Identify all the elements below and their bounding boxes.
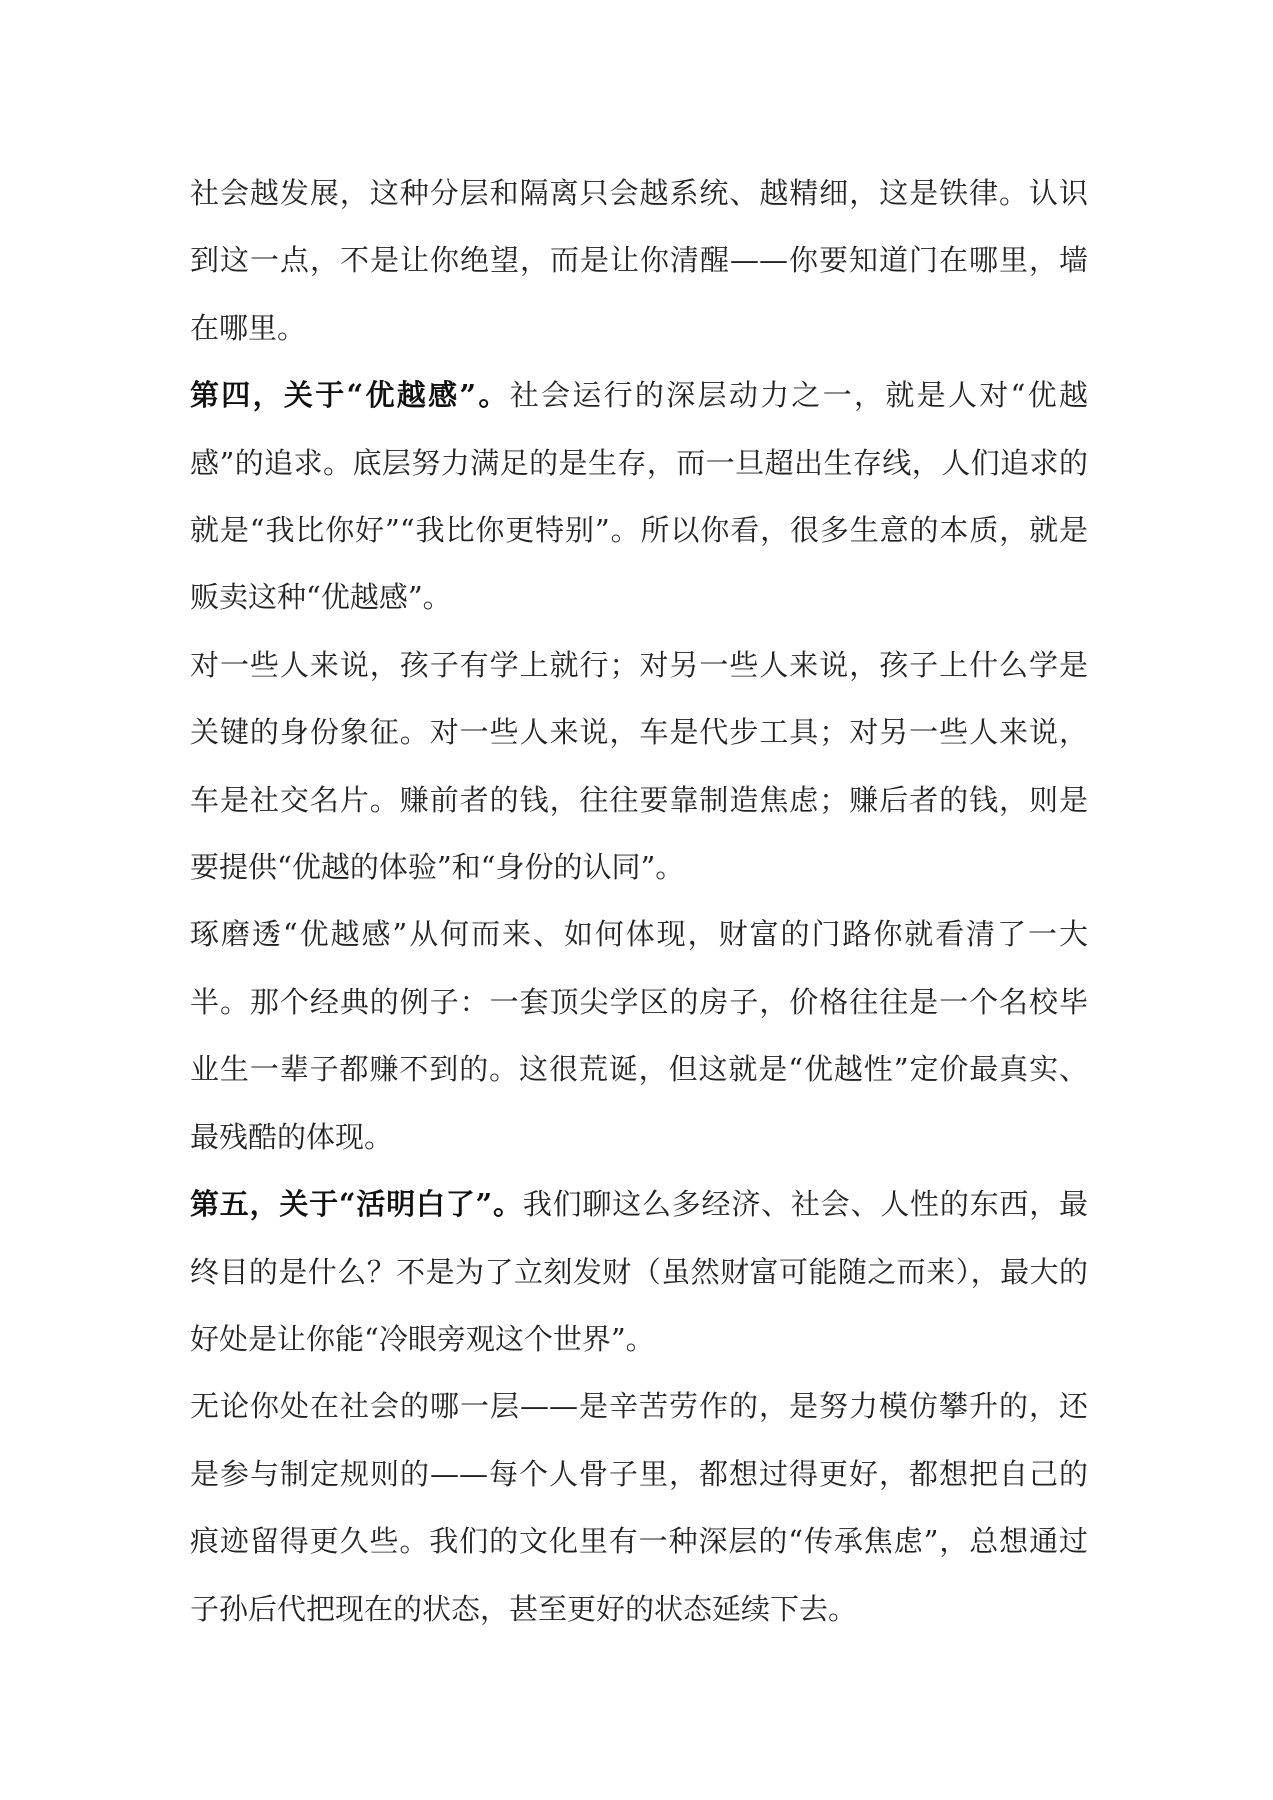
paragraph-6 <box>190 1373 1088 1643</box>
paragraph-3 <box>190 632 1088 902</box>
paragraph-4 <box>190 901 1088 1171</box>
document-page <box>190 160 1088 1643</box>
paragraph-1 <box>190 160 1088 362</box>
paragraph-text: 社会越发展，这种分层和隔离只会越系统、越精细，这是铁律。认识到这一点，不是让你绝望，而是让你清醒——你要知道门在哪里，墙在哪里。 <box>190 176 1088 345</box>
paragraph-heading: 第四，关于“优越感”。 <box>190 378 510 413</box>
paragraph-heading: 第五，关于“活明白了”。 <box>190 1187 523 1222</box>
paragraph-2 <box>190 362 1088 632</box>
paragraph-5 <box>190 1171 1088 1373</box>
paragraph-text: 社会运行的深层动力之一，就是人对“优越感”的追求。底层努力满足的是生存，而一旦超出生存线，人们追求的就是“我比你好”“我比你更特别”。所以你看，很多生意的本质，就是贩卖这种“优越感”。 <box>190 378 1088 615</box>
paragraph-text: 我们聊这么多经济、社会、人性的东西，最终目的是什么？不是为了立刻发财（虽然财富可能随之而来），最大的好处是让你能“冷眼旁观这个世界”。 <box>190 1187 1088 1356</box>
paragraph-text: 无论你处在社会的哪一层——是辛苦劳作的，是努力模仿攀升的，还是参与制定规则的——每个人骨子里，都想过得更好，都想把自己的痕迹留得更久些。我们的文化里有一种深层的“传承焦虑”，总想通过子孙后代把现在的状态，甚至更好的状态延续下去。 <box>190 1389 1088 1626</box>
paragraph-text: 琢磨透“优越感”从何而来、如何体现，财富的门路你就看清了一大半。那个经典的例子：一套顶尖学区的房子，价格往往是一个名校毕业生一辈子都赚不到的。这很荒诞，但这就是“优越性”定价最真实、最残酷的体现。 <box>190 917 1088 1154</box>
paragraph-text: 对一些人来说，孩子有学上就行；对另一些人来说，孩子上什么学是关键的身份象征。对一些人来说，车是代步工具；对另一些人来说，车是社交名片。赚前者的钱，往往要靠制造焦虑；赚后者的钱，则是要提供“优越的体验”和“身份的认同”。 <box>190 647 1088 885</box>
